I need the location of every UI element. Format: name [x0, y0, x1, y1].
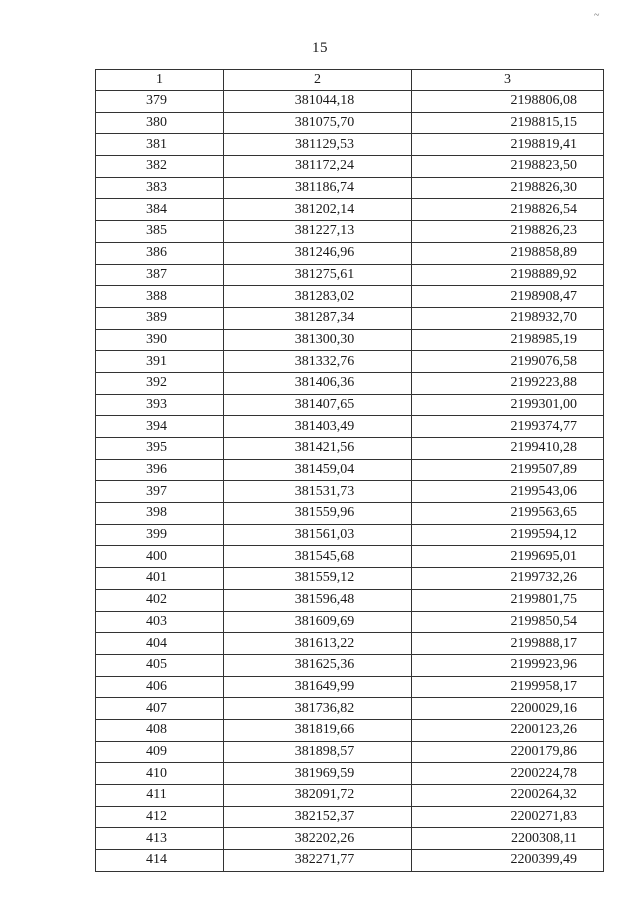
x-coordinate-cell: 381421,56 [224, 438, 412, 460]
x-coordinate-cell: 382152,37 [224, 806, 412, 828]
point-number-cell: 379 [96, 91, 224, 113]
x-coordinate-cell: 381613,22 [224, 633, 412, 655]
point-number-cell: 403 [96, 611, 224, 633]
x-coordinate-cell: 381898,57 [224, 741, 412, 763]
table-row [96, 676, 604, 698]
x-coordinate-cell: 381969,59 [224, 763, 412, 785]
point-number-cell: 398 [96, 503, 224, 525]
table-row [96, 438, 604, 460]
y-coordinate-cell: 2199410,28 [412, 438, 604, 460]
x-coordinate-cell: 381819,66 [224, 719, 412, 741]
y-coordinate-cell: 2200399,49 [412, 850, 604, 872]
x-coordinate-cell: 381129,53 [224, 134, 412, 156]
x-coordinate-cell: 381202,14 [224, 199, 412, 221]
table-row [96, 481, 604, 503]
x-coordinate-cell: 381561,03 [224, 524, 412, 546]
point-number-cell: 395 [96, 438, 224, 460]
point-number-cell: 387 [96, 264, 224, 286]
y-coordinate-cell: 2199732,26 [412, 568, 604, 590]
header-col-1: 1 [96, 70, 224, 91]
x-coordinate-cell: 382202,26 [224, 828, 412, 850]
y-coordinate-cell: 2199563,65 [412, 503, 604, 525]
point-number-cell: 413 [96, 828, 224, 850]
x-coordinate-cell: 381407,65 [224, 394, 412, 416]
point-number-cell: 383 [96, 177, 224, 199]
page-number: 15 [312, 40, 328, 56]
table-row [96, 503, 604, 525]
table-row [96, 546, 604, 568]
y-coordinate-cell: 2198806,08 [412, 91, 604, 113]
table-row [96, 785, 604, 807]
y-coordinate-cell: 2199958,17 [412, 676, 604, 698]
x-coordinate-cell: 381283,02 [224, 286, 412, 308]
table-row [96, 589, 604, 611]
y-coordinate-cell: 2198826,54 [412, 199, 604, 221]
y-coordinate-cell: 2198985,19 [412, 329, 604, 351]
y-coordinate-cell: 2199695,01 [412, 546, 604, 568]
x-coordinate-cell: 381596,48 [224, 589, 412, 611]
y-coordinate-cell: 2198815,15 [412, 112, 604, 134]
point-number-cell: 381 [96, 134, 224, 156]
point-number-cell: 393 [96, 394, 224, 416]
point-number-cell: 405 [96, 654, 224, 676]
point-number-cell: 390 [96, 329, 224, 351]
y-coordinate-cell: 2199888,17 [412, 633, 604, 655]
point-number-cell: 380 [96, 112, 224, 134]
point-number-cell: 407 [96, 698, 224, 720]
point-number-cell: 385 [96, 221, 224, 243]
point-number-cell: 400 [96, 546, 224, 568]
y-coordinate-cell: 2198932,70 [412, 307, 604, 329]
point-number-cell: 382 [96, 156, 224, 178]
x-coordinate-cell: 381459,04 [224, 459, 412, 481]
y-coordinate-cell: 2200271,83 [412, 806, 604, 828]
coordinates-table [95, 69, 604, 872]
table-row [96, 156, 604, 178]
table-row [96, 177, 604, 199]
x-coordinate-cell: 381287,34 [224, 307, 412, 329]
table-row [96, 828, 604, 850]
point-number-cell: 414 [96, 850, 224, 872]
y-coordinate-cell: 2200179,86 [412, 741, 604, 763]
table-row [96, 719, 604, 741]
table-row [96, 850, 604, 872]
x-coordinate-cell: 381559,12 [224, 568, 412, 590]
x-coordinate-cell: 381625,36 [224, 654, 412, 676]
y-coordinate-cell: 2199801,75 [412, 589, 604, 611]
table-body [96, 91, 604, 872]
x-coordinate-cell: 381403,49 [224, 416, 412, 438]
y-coordinate-cell: 2198826,30 [412, 177, 604, 199]
header-col-3: 3 [412, 70, 604, 91]
table-row [96, 221, 604, 243]
table-row [96, 654, 604, 676]
y-coordinate-cell: 2200123,26 [412, 719, 604, 741]
point-number-cell: 388 [96, 286, 224, 308]
point-number-cell: 401 [96, 568, 224, 590]
table-row [96, 199, 604, 221]
y-coordinate-cell: 2199301,00 [412, 394, 604, 416]
y-coordinate-cell: 2199923,96 [412, 654, 604, 676]
y-coordinate-cell: 2199850,54 [412, 611, 604, 633]
x-coordinate-cell: 381559,96 [224, 503, 412, 525]
point-number-cell: 408 [96, 719, 224, 741]
x-coordinate-cell: 381649,99 [224, 676, 412, 698]
y-coordinate-cell: 2200224,78 [412, 763, 604, 785]
point-number-cell: 397 [96, 481, 224, 503]
x-coordinate-cell: 381227,13 [224, 221, 412, 243]
header-row [96, 70, 604, 91]
y-coordinate-cell: 2199507,89 [412, 459, 604, 481]
x-coordinate-cell: 381172,24 [224, 156, 412, 178]
point-number-cell: 396 [96, 459, 224, 481]
point-number-cell: 384 [96, 199, 224, 221]
table-row [96, 698, 604, 720]
x-coordinate-cell: 381044,18 [224, 91, 412, 113]
y-coordinate-cell: 2200264,32 [412, 785, 604, 807]
table-row [96, 329, 604, 351]
point-number-cell: 389 [96, 307, 224, 329]
table-row [96, 91, 604, 113]
table-row [96, 307, 604, 329]
y-coordinate-cell: 2198908,47 [412, 286, 604, 308]
y-coordinate-cell: 2199076,58 [412, 351, 604, 373]
y-coordinate-cell: 2200029,16 [412, 698, 604, 720]
point-number-cell: 394 [96, 416, 224, 438]
table-row [96, 806, 604, 828]
point-number-cell: 412 [96, 806, 224, 828]
y-coordinate-cell: 2200308,11 [412, 828, 604, 850]
y-coordinate-cell: 2198826,23 [412, 221, 604, 243]
table-row [96, 763, 604, 785]
x-coordinate-cell: 381186,74 [224, 177, 412, 199]
point-number-cell: 404 [96, 633, 224, 655]
point-number-cell: 391 [96, 351, 224, 373]
table-row [96, 372, 604, 394]
y-coordinate-cell: 2199223,88 [412, 372, 604, 394]
point-number-cell: 410 [96, 763, 224, 785]
table-row [96, 524, 604, 546]
table-header [96, 70, 604, 91]
table-row [96, 351, 604, 373]
x-coordinate-cell: 382271,77 [224, 850, 412, 872]
table-row [96, 286, 604, 308]
table-row [96, 394, 604, 416]
corner-mark: ~ [594, 10, 600, 21]
point-number-cell: 402 [96, 589, 224, 611]
x-coordinate-cell: 381332,76 [224, 351, 412, 373]
header-col-2: 2 [224, 70, 412, 91]
x-coordinate-cell: 381609,69 [224, 611, 412, 633]
y-coordinate-cell: 2198858,89 [412, 242, 604, 264]
y-coordinate-cell: 2198889,92 [412, 264, 604, 286]
x-coordinate-cell: 381736,82 [224, 698, 412, 720]
y-coordinate-cell: 2199594,12 [412, 524, 604, 546]
x-coordinate-cell: 381406,36 [224, 372, 412, 394]
table-row [96, 134, 604, 156]
x-coordinate-cell: 381300,30 [224, 329, 412, 351]
table-row [96, 416, 604, 438]
table-row [96, 611, 604, 633]
point-number-cell: 399 [96, 524, 224, 546]
x-coordinate-cell: 382091,72 [224, 785, 412, 807]
x-coordinate-cell: 381075,70 [224, 112, 412, 134]
table-row [96, 112, 604, 134]
x-coordinate-cell: 381246,96 [224, 242, 412, 264]
point-number-cell: 386 [96, 242, 224, 264]
point-number-cell: 392 [96, 372, 224, 394]
table-row [96, 741, 604, 763]
point-number-cell: 411 [96, 785, 224, 807]
y-coordinate-cell: 2198823,50 [412, 156, 604, 178]
table-row [96, 633, 604, 655]
table-row [96, 568, 604, 590]
point-number-cell: 406 [96, 676, 224, 698]
table-row [96, 459, 604, 481]
y-coordinate-cell: 2199374,77 [412, 416, 604, 438]
y-coordinate-cell: 2199543,06 [412, 481, 604, 503]
x-coordinate-cell: 381545,68 [224, 546, 412, 568]
table-row [96, 264, 604, 286]
x-coordinate-cell: 381275,61 [224, 264, 412, 286]
x-coordinate-cell: 381531,73 [224, 481, 412, 503]
y-coordinate-cell: 2198819,41 [412, 134, 604, 156]
point-number-cell: 409 [96, 741, 224, 763]
table-row [96, 242, 604, 264]
